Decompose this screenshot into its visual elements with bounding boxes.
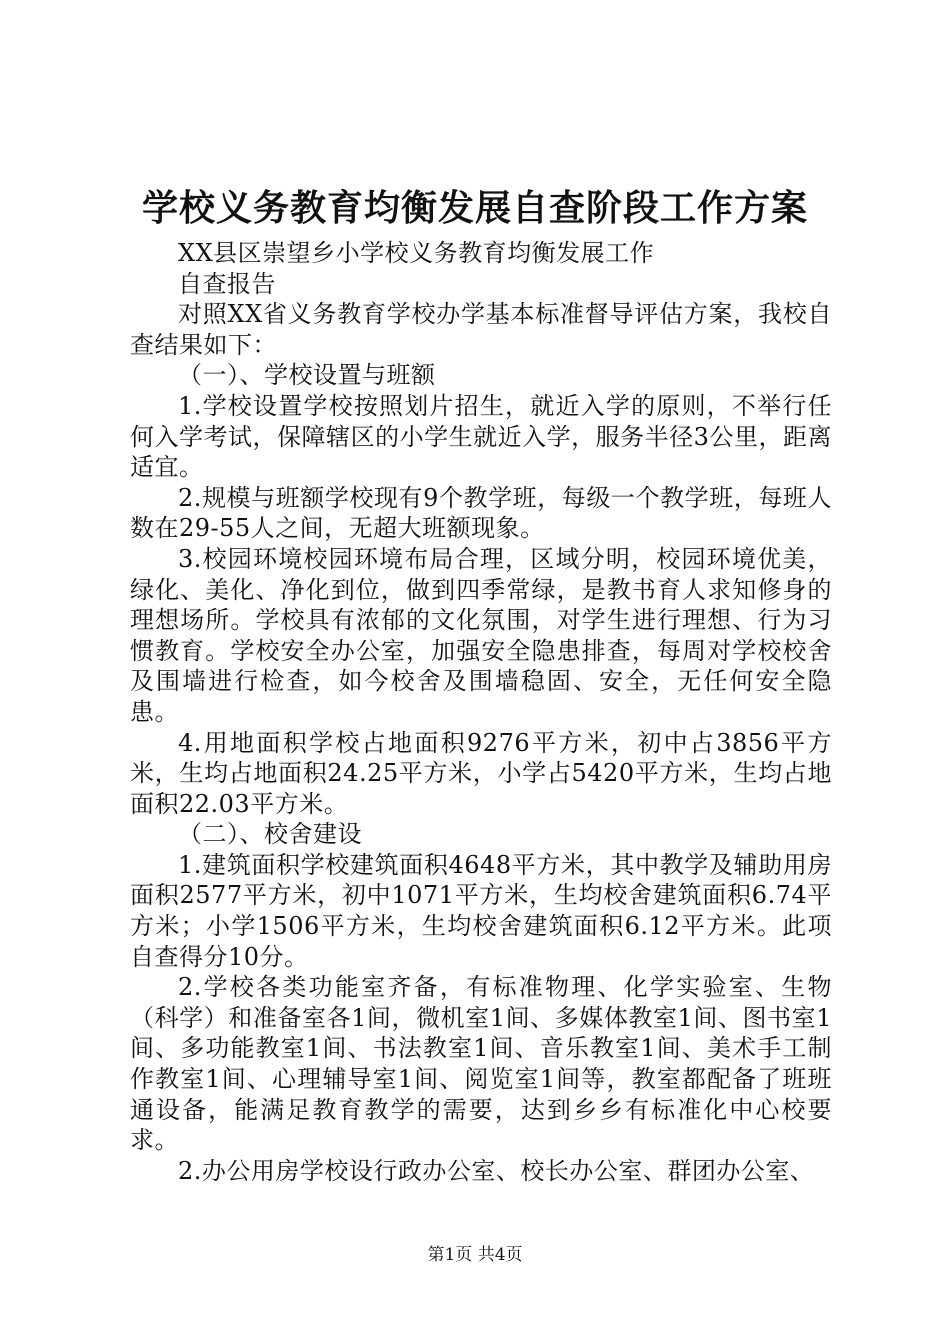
document-title: 学校义务教育均衡发展自查阶段工作方案	[141, 187, 808, 229]
report-heading-line1: XX县区崇望乡小学校义务教育均衡发展工作	[178, 239, 655, 267]
section-heading-2: （二）、校舍建设	[178, 820, 362, 849]
document-body	[130, 238, 832, 1186]
paragraph-building-area: 1.建筑面积学校建筑面积4648平方米，其中教学及辅助用房面积2577平方米，初中1071平方米，生均校舍建筑面积6.74平方米；小学1506平方米，生均校舍建筑面积6.12平方米。此项自查得分10分。	[130, 850, 832, 971]
page-footer: 第1页 共4页	[427, 1245, 523, 1265]
intro-paragraph: 对照XX省义务教育学校办学基本标准督导评估方案，我校自查结果如下：	[130, 300, 832, 359]
paragraph-school-setup: 1.学校设置学校按照划片招生，就近入学的原则，不举行任何入学考试，保障辖区的小学生就近入学，服务半径3公里，距离适宜。	[130, 391, 832, 482]
paragraph-class-size: 2.规模与班额学校现有9个教学班，每级一个教学班，每班人数在29-55人之间，无超大班额现象。	[130, 483, 832, 543]
paragraph-land-area: 4.用地面积学校占地面积9276平方米，初中占3856平方米，生均占地面积24.25平方米，小学占5420平方米，生均占地面积22.03平方米。	[130, 728, 832, 818]
section-heading-1: （一）、学校设置与班额	[178, 361, 436, 390]
paragraph-function-rooms: 2.学校各类功能室齐备，有标准物理、化学实验室、生物（科学）和准备室各1间，微机室1间、多媒体教室1间、图书室1间、多功能教室1间、书法教室1间、音乐教室1间、美术手工制作教室1间、心理辅导室1间、阅览室1间等，教室都配备了班班通设备，能满足教育教学的需要，达到乡乡有标准化中心校要求。	[130, 973, 832, 1155]
report-heading-line2: 自查报告	[178, 269, 276, 298]
paragraph-campus-environment: 3.校园环境校园环境布局合理，区域分明，校园环境优美，绿化、美化、净化到位，做到四季常绿，是教书育人求知修身的理想场所。学校具有浓郁的文化氛围，对学生进行理想、行为习惯教育。学校安全办公室，加强安全隐患排查，每周对学校校舍及围墙进行检查，如今校舍及围墙稳固、安全，无任何安全隐患。	[130, 544, 832, 726]
paragraph-office-rooms: 2.办公用房学校设行政办公室、校长办公室、群团办公室、	[178, 1156, 815, 1185]
